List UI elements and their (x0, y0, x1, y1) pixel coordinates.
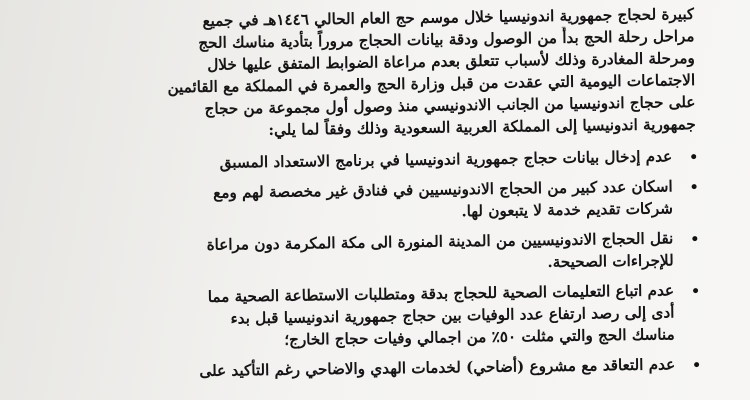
bullet-line: شركات تقديم خدمة لا يتبعون لها. (461, 199, 674, 221)
intro-line: على حجاج اندونيسيا من الجانب الاندونيسي منذ وصول أول مجموعة من حجاج (204, 93, 696, 118)
bullet-item (64, 279, 705, 354)
bullet-item (63, 175, 704, 228)
bullet-line: مناسك الحج والتي مثلت ٥٠٪ من اجمالي وفيات حجاج الخارج؛ (284, 325, 675, 349)
bullet-item (65, 353, 705, 384)
bullet-item (62, 145, 702, 176)
bullet-line: نقل الحجاج الاندونيسيين من المدينة المنورة الى مكة المكرمة دون مراعاة (206, 229, 674, 254)
intro-line: الاجتماعات اليومية التي عقدت من قبل وزارة الحج والعمرة في المملكة مع القائمين (167, 71, 696, 97)
intro-line: جمهورية اندونيسيا إلى المملكة العربية السعودية وذلك وفقاً لما يلي: (268, 115, 696, 140)
intro-line: كبيرة لحجاج جمهورية اندونيسيا خلال موسم حج العام الحالي ١٤٤٦هـ في جميع (202, 5, 695, 30)
bullet-line: أدى إلى رصد ارتفاع عدد الوفيات بين حجاج جمهورية اندونيسيا قبل بدء (230, 303, 675, 328)
bullet-line: عدم إدخال بيانات حجاج جمهورية اندونيسيا في برنامج الاستعداد المسبق (219, 147, 673, 172)
bullet-dot-icon (692, 184, 697, 189)
bullet-dot-icon (692, 236, 697, 241)
bullet-line: عدم التعاقد مع مشروع (أضاحي) لخدمات الهدي والاضاحي رغم التأكيد على (199, 355, 676, 381)
intro-paragraph (60, 3, 702, 144)
bullet-item (63, 227, 704, 280)
bullet-line: اسكان عدد كبير من الحجاج الاندونيسيين في فنادق غير مخصصة لهم ومع (213, 177, 673, 202)
bullet-line: للإجراءات الصحيحة. (547, 251, 674, 272)
bullet-list (62, 145, 705, 384)
bullet-dot-icon (693, 288, 698, 293)
bullet-dot-icon (691, 154, 696, 159)
bullet-line: عدم اتباع التعليمات الصحية للحجاج بدقة ومتطلبات الاستطاعة الصحية مما (207, 281, 675, 306)
intro-line: مراحل رحلة الحج بدأً من الوصول ودقة بيانات الحجاج مروراً بتأدية مناسك الحج (198, 27, 695, 53)
intro-line: ومرحلة المغادرة وذلك لأسباب تتعلق بعدم مراعاة الضوابط المتفق عليها خلال (207, 49, 695, 74)
bullet-dot-icon (694, 362, 699, 367)
document-body (60, 0, 705, 392)
